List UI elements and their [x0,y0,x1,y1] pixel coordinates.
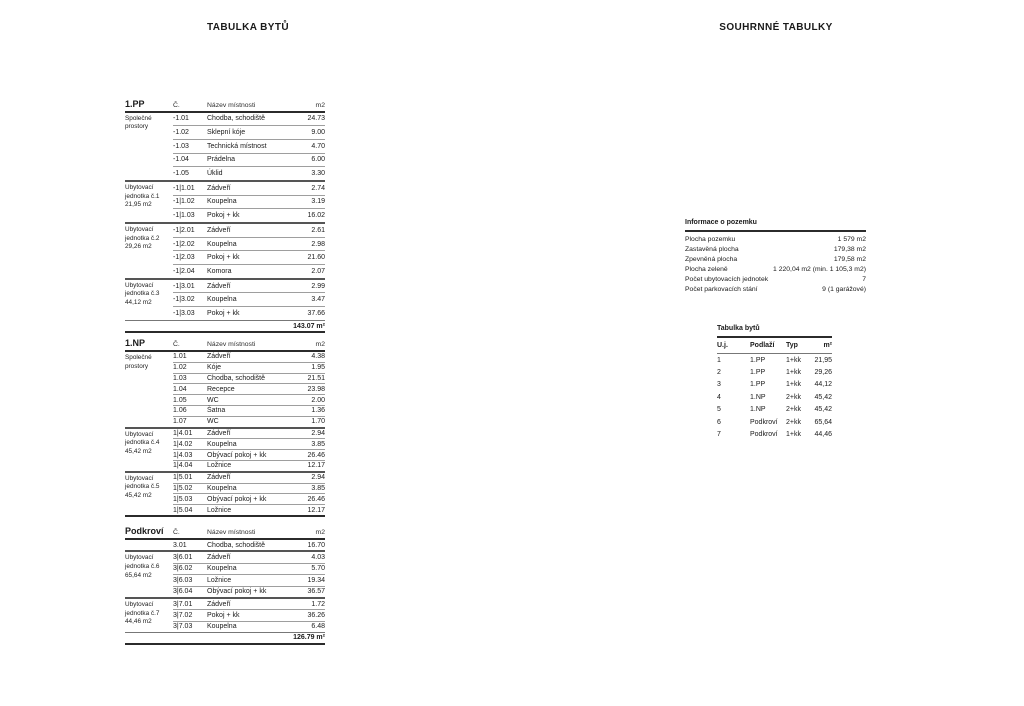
cell-unit-area: 45,42 [814,406,832,414]
group-rows [173,473,325,515]
group-label-line: 45,42 m2 [125,491,152,499]
group-label [125,280,173,320]
table-row [173,449,325,460]
group-label-line: Ubytovací [125,183,154,191]
cell-room-number: 1|5.02 [173,484,193,492]
cell-unit-area: 44,46 [814,431,832,439]
table-row [173,362,325,373]
cell-unit-type: 2+kk [786,418,801,426]
cell-room-area: 4.70 [311,142,325,150]
table-row [173,292,325,306]
table-row [173,166,325,180]
cell-room-area: 37.66 [307,309,325,317]
cell-room-name: Zádveří [207,429,231,437]
cell-room-number: -1|3.03 [173,309,195,317]
cell-room-number: 3|6.02 [173,565,193,573]
cell-unit-number: 5 [717,406,721,414]
cell-room-number: 1|4.01 [173,429,193,437]
units-table-row [717,391,832,403]
table-row [173,306,325,320]
plot-info-label: Počet ubytovacích jednotek [685,275,769,283]
cell-unit-area: 65,64 [814,418,832,426]
column-header-number: Č. [173,529,180,536]
group-label [125,429,173,471]
cell-room-name: Chodba, schodiště [207,374,265,382]
cell-room-area: 3.47 [311,296,325,304]
group-label-line: jednotka č.5 [125,483,160,491]
table-row [173,237,325,251]
cell-room-area: 12.17 [307,462,325,470]
group-label-line: 21,95 m2 [125,201,152,209]
group-rows [173,429,325,471]
cell-room-area: 16.02 [307,212,325,220]
units-column-header: U.j. [717,342,728,349]
cell-room-number: 3|7.02 [173,612,193,620]
cell-room-number: 3|7.03 [173,623,193,631]
cell-room-name: Koupelna [207,484,237,492]
cell-room-name: Prádelna [207,156,236,164]
cell-room-name: Ložnice [207,576,232,584]
group-rows [173,280,325,320]
table-row [173,473,325,483]
plot-info-value: 179,58 m2 [833,255,866,263]
cell-room-area: 6.00 [311,156,325,164]
cell-room-name: Zádveří [207,600,231,608]
room-group [125,471,325,515]
table-row [173,438,325,449]
table-row [173,394,325,405]
cell-room-name: Komora [207,267,232,275]
table-row [173,280,325,293]
table-row [173,483,325,494]
group-label-line: 44,46 m2 [125,618,152,626]
left-page-title: TABULKA BYTŮ [206,22,289,33]
cell-room-name: Koupelna [207,240,237,248]
plot-info-label: Zpevněná plocha [685,255,738,263]
table-row [173,540,325,550]
room-group [125,113,325,180]
cell-unit-type: 1+kk [786,431,801,439]
cell-room-area: 24.73 [307,115,325,123]
group-label-line: 44,12 m2 [125,298,152,306]
table-row [173,352,325,362]
table-row [173,250,325,264]
cell-room-area: 2.00 [311,396,325,404]
cell-unit-number: 6 [717,418,721,426]
room-group [125,180,325,222]
cell-room-name: Zádveří [207,353,231,361]
cell-room-name: Recepce [207,385,235,393]
cell-room-area: 12.17 [307,506,325,514]
cell-room-area: 36.26 [307,612,325,620]
cell-room-name: Zádveří [207,474,231,482]
cell-unit-floor: 1.PP [750,369,766,377]
cell-room-name: Chodba, schodiště [207,541,265,549]
column-header-number: Č. [173,101,180,109]
plot-info-row [685,284,866,294]
group-rows [173,552,325,597]
group-label-line: Ubytovací [125,474,154,482]
units-table-header [717,338,832,354]
cell-room-area: 2.94 [311,474,325,482]
cell-unit-type: 1+kk [786,369,801,377]
units-table-row [717,404,832,416]
column-header-area: m2 [315,341,325,348]
plot-info-row [685,234,866,244]
cell-room-name: Obývací pokoj + kk [207,451,267,459]
cell-room-number: 1|5.01 [173,474,193,482]
cell-room-number: 1.05 [173,396,187,404]
cell-room-area: 36.57 [307,588,325,596]
cell-room-name: Sklepní kóje [207,129,246,137]
cell-unit-number: 1 [717,356,721,364]
units-column-header: Typ [786,342,798,349]
section-title: 1.PP [125,98,145,109]
units-table-row [717,428,832,440]
table-row [173,621,325,632]
group-label-line: jednotka č.4 [125,439,160,447]
cell-unit-floor: Podkroví [750,418,778,426]
group-label-line: jednotka č.7 [125,609,160,617]
cell-room-area: 23.98 [307,385,325,393]
table-row [173,504,325,515]
group-label-line: 29,26 m2 [125,243,152,251]
cell-room-area: 1.70 [311,418,325,426]
cell-room-name: Koupelna [207,623,237,631]
plot-info-row [685,254,866,264]
table-row [173,264,325,278]
plot-info-label: Plocha pozemku [685,235,736,243]
cell-room-number: 1.04 [173,385,187,393]
cell-unit-floor: Podkroví [750,431,778,439]
cell-room-name: Zádveří [207,554,231,562]
group-rows [173,113,325,180]
cell-unit-type: 2+kk [786,393,801,401]
group-rows [173,224,325,278]
table-row [173,416,325,427]
plot-info-value: 7 [862,275,866,283]
cell-room-number: -1|1.01 [173,184,195,192]
cell-unit-number: 4 [717,393,721,401]
table-row [173,429,325,439]
cell-room-area: 2.74 [311,184,325,192]
cell-room-area: 21.51 [307,374,325,382]
cell-room-area: 3.30 [311,170,325,178]
column-header-name: Název místnosti [207,529,256,536]
cell-room-number: 3.01 [173,541,187,549]
cell-room-area: 26.46 [307,451,325,459]
room-group [125,352,325,427]
group-rows [173,540,325,550]
table-row [173,383,325,394]
group-label-line: jednotka č.3 [125,290,160,298]
cell-unit-type: 1+kk [786,381,801,389]
table-row [173,182,325,195]
room-table-section [125,527,325,645]
table-row [173,373,325,384]
cell-room-area: 3.19 [311,198,325,206]
section-title: Podkroví [125,526,164,536]
group-label-line: prostory [125,362,149,370]
cell-unit-number: 3 [717,381,721,389]
group-label [125,352,173,427]
column-header-number: Č. [173,341,180,348]
table-row [173,574,325,585]
section-total: 126.79 m² [125,632,325,645]
cell-room-area: 26.46 [307,495,325,503]
group-label [125,113,173,180]
group-label-line: Ubytovací [125,226,154,233]
cell-room-name: Pokoj + kk [207,309,240,317]
table-row [173,599,325,609]
cell-unit-number: 7 [717,431,721,439]
cell-room-number: 1.03 [173,374,187,382]
units-table-rows [717,354,832,441]
cell-unit-floor: 1.NP [750,393,766,401]
cell-room-name: Zádveří [207,226,231,234]
room-table-section [125,339,325,517]
room-table-section [125,100,325,333]
cell-room-name: Chodba, schodiště [207,115,265,123]
room-group [125,550,325,597]
group-label-line: 65,64 m2 [125,571,152,579]
units-table-row [717,416,832,428]
group-label-line: 45,42 m2 [125,447,152,455]
cell-room-number: -1.03 [173,142,189,150]
cell-room-number: -1.04 [173,156,189,164]
cell-room-name: Zádveří [207,184,231,192]
cell-unit-floor: 1.NP [750,406,766,414]
cell-room-area: 3.85 [311,484,325,492]
cell-room-area: 1.72 [311,600,325,608]
group-label [125,182,173,222]
table-row [173,460,325,471]
cell-room-name: Kóje [207,364,222,372]
cell-room-number: 1|4.02 [173,440,193,448]
table-row [173,405,325,416]
cell-room-number: 1.06 [173,407,187,415]
cell-room-number: 1.02 [173,364,187,372]
cell-room-name: Pokoj + kk [207,212,240,220]
cell-room-area: 4.03 [311,554,325,562]
table-header-row [125,100,325,113]
group-label [125,599,173,632]
cell-room-number: 3|6.04 [173,588,193,596]
cell-room-number: 3|6.03 [173,576,193,584]
cell-room-number: 1|5.03 [173,495,193,503]
cell-room-number: -1|1.03 [173,212,195,220]
cell-room-name: Koupelna [207,565,237,573]
group-label-line: Ubytovací [125,600,154,608]
table-row [173,552,325,562]
plot-info-label: Plocha zeleně [685,265,728,273]
group-label [125,540,173,550]
cell-room-area: 21.60 [307,254,325,262]
cell-room-name: Pokoj + kk [207,254,240,262]
cell-room-number: 1|5.04 [173,506,193,514]
room-group [125,278,325,320]
group-rows [173,599,325,632]
group-label-line: Společné [125,114,152,122]
units-column-header: m² [823,342,832,349]
plot-info-rows [685,232,866,294]
plot-info-label: Zastavěná plocha [685,245,739,253]
cell-room-number: 3|6.01 [173,554,193,562]
cell-unit-area: 45,42 [814,393,832,401]
cell-room-name: Technická místnost [207,142,267,150]
plot-info-row [685,264,866,274]
cell-room-number: -1|2.03 [173,254,195,262]
plot-info-value: 1 220,04 m2 (min. 1 105,3 m2) [773,265,866,273]
cell-room-number: 3|7.01 [173,600,193,608]
group-label-line: jednotka č.2 [125,234,160,242]
cell-room-number: -1.01 [173,115,189,123]
cell-room-area: 2.61 [311,226,325,234]
group-label-line: jednotka č.6 [125,562,160,570]
cell-room-area: 2.99 [311,282,325,290]
cell-room-area: 9.00 [311,129,325,137]
cell-room-name: Šatna [207,407,226,415]
cell-room-area: 1.36 [311,407,325,415]
table-row [173,113,325,126]
cell-room-name: WC [207,396,219,404]
room-group [125,540,325,550]
column-header-area: m2 [315,529,325,536]
room-group [125,427,325,471]
cell-room-area: 6.48 [311,623,325,631]
cell-room-name: Koupelna [207,440,237,448]
cell-room-number: -1|1.02 [173,198,195,206]
cell-room-name: WC [207,418,219,426]
units-table-row [717,366,832,378]
cell-unit-number: 2 [717,369,721,377]
plot-info-title: Informace o pozemku [685,219,866,232]
table-row [173,609,325,620]
cell-room-number: 1.07 [173,418,187,426]
room-group [125,222,325,278]
group-label-line: prostory [125,123,149,131]
cell-room-name: Ložnice [207,506,232,514]
cell-room-area: 16.70 [307,541,325,549]
cell-room-name: Úklid [207,170,223,178]
table-row [173,195,325,209]
table-header-row [125,339,325,352]
cell-room-area: 2.98 [311,240,325,248]
cell-room-name: Obývací pokoj + kk [207,495,267,503]
cell-room-number: -1.05 [173,170,189,178]
section-total: 143.07 m² [125,320,325,334]
room-group [125,597,325,632]
group-label-line: Ubytovací [125,430,154,438]
table-row [173,563,325,574]
cell-room-name: Obývací pokoj + kk [207,588,267,596]
group-rows [173,352,325,427]
cell-room-area: 1.95 [311,364,325,372]
plot-info-row [685,244,866,254]
group-label-line: jednotka č.1 [125,192,160,200]
cell-room-name: Pokoj + kk [207,612,240,620]
table-header-row [125,527,325,540]
cell-room-name: Koupelna [207,296,237,304]
column-header-name: Název místnosti [207,341,256,348]
cell-room-number: 1|4.03 [173,451,193,459]
cell-room-area: 2.94 [311,429,325,437]
cell-room-number: 1.01 [173,353,187,361]
plot-info-label: Počet parkovacích stání [685,285,758,293]
group-label-line: Ubytovací [125,554,154,562]
units-table-row [717,354,832,366]
column-header-name: Název místnosti [207,101,256,109]
units-table-row [717,379,832,391]
section-title: 1.NP [125,338,146,348]
cell-unit-area: 29,26 [814,369,832,377]
cell-room-number: -1|2.02 [173,240,195,248]
cell-room-number: -1|2.04 [173,267,195,275]
cell-room-name: Ložnice [207,462,232,470]
cell-unit-area: 21,95 [814,356,832,364]
group-label-line: Společné [125,354,152,361]
plot-info-value: 1 579 m2 [837,235,866,243]
cell-room-area: 2.07 [311,267,325,275]
group-label [125,552,173,597]
cell-room-name: Zádveří [207,282,231,290]
cell-unit-type: 2+kk [786,406,801,414]
table-row [173,139,325,153]
units-table-title: Tabulka bytů [717,325,832,338]
plot-info-value: 9 (1 garážové) [822,285,866,293]
table-row [173,224,325,237]
table-row [173,208,325,222]
cell-unit-floor: 1.PP [750,356,766,364]
cell-room-area: 19.34 [307,576,325,584]
units-column-header: Podlaží [750,342,775,349]
cell-room-number: -1|2.01 [173,226,195,234]
plot-info-table [685,219,866,294]
group-label [125,473,173,515]
cell-unit-area: 44,12 [814,381,832,389]
group-label [125,224,173,278]
cell-room-number: 1|4.04 [173,462,193,470]
cell-room-number: -1.02 [173,129,189,137]
group-label-line: Ubytovací [125,281,154,289]
table-row [173,586,325,597]
right-page-title: SOUHRNNÉ TABULKY [719,22,833,33]
cell-room-area: 4.38 [311,353,325,361]
table-row [173,125,325,139]
cell-room-number: -1|3.02 [173,296,195,304]
cell-unit-type: 1+kk [786,356,801,364]
table-row [173,493,325,504]
cell-room-number: -1|3.01 [173,282,195,290]
plot-info-value: 179,38 m2 [833,245,866,253]
plot-info-row [685,274,866,284]
group-rows [173,182,325,222]
column-header-area: m2 [315,101,325,109]
units-summary-table [717,325,832,441]
cell-room-area: 5.70 [311,565,325,573]
table-row [173,153,325,167]
cell-unit-floor: 1.PP [750,381,766,389]
cell-room-area: 3.85 [311,440,325,448]
cell-room-name: Koupelna [207,198,237,206]
